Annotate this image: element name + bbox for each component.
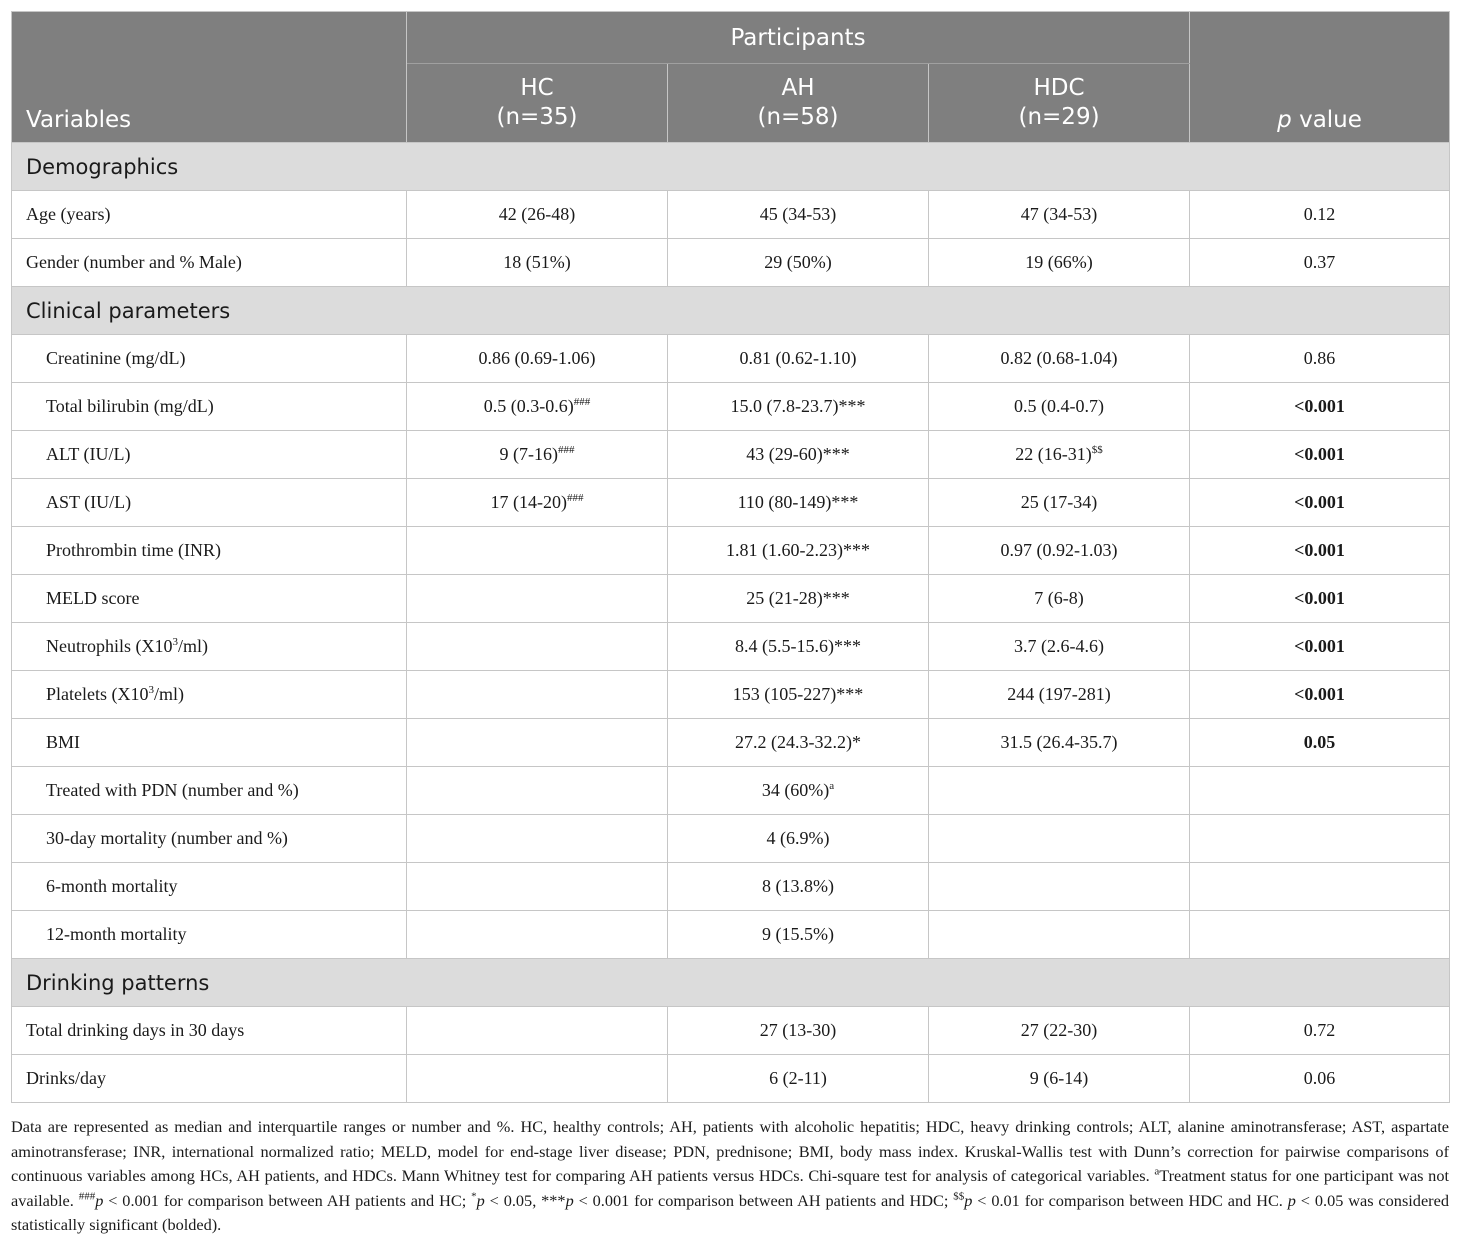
- row-label: Creatinine (mg/dL): [12, 335, 407, 383]
- row-label: ALT (IU/L): [12, 431, 407, 479]
- table-row: [12, 431, 1450, 479]
- row-label: BMI: [12, 719, 407, 767]
- table-row: [12, 863, 1450, 911]
- cell-hc: [407, 767, 668, 815]
- section-clinical: Clinical parameters: [12, 287, 1450, 335]
- cell-hdc: 0.82 (0.68-1.04): [929, 335, 1190, 383]
- header-group-hc: HC (n=35): [407, 64, 668, 143]
- cell-p: [1190, 863, 1450, 911]
- cell-hdc: 27 (22-30): [929, 1007, 1190, 1055]
- cell-p: <0.001: [1190, 431, 1450, 479]
- table-row: [12, 719, 1450, 767]
- cell-hc: 0.5 (0.3-0.6)###: [407, 383, 668, 431]
- header-group-ah: AH (n=58): [668, 64, 929, 143]
- row-label: Total drinking days in 30 days: [12, 1007, 407, 1055]
- cell-hc: [407, 623, 668, 671]
- cell-p: <0.001: [1190, 527, 1450, 575]
- cell-hc: 9 (7-16)###: [407, 431, 668, 479]
- cell-hdc: 31.5 (26.4-35.7): [929, 719, 1190, 767]
- table-row: [12, 815, 1450, 863]
- row-label: 12-month mortality: [12, 911, 407, 959]
- cell-p: 0.72: [1190, 1007, 1450, 1055]
- cell-p: <0.001: [1190, 623, 1450, 671]
- cell-hdc: [929, 911, 1190, 959]
- cell-hc: [407, 1055, 668, 1103]
- cell-ah: 0.81 (0.62-1.10): [668, 335, 929, 383]
- cell-hdc: 9 (6-14): [929, 1055, 1190, 1103]
- cell-hdc: 19 (66%): [929, 239, 1190, 287]
- header-group-hdc: HDC (n=29): [929, 64, 1190, 143]
- table-row: [12, 191, 1450, 239]
- row-label: Prothrombin time (INR): [12, 527, 407, 575]
- cell-p: <0.001: [1190, 383, 1450, 431]
- cell-hdc: 244 (197-281): [929, 671, 1190, 719]
- section-row: [12, 287, 1450, 335]
- cell-p: 0.06: [1190, 1055, 1450, 1103]
- row-label: Drinks/day: [12, 1055, 407, 1103]
- table-row: [12, 239, 1450, 287]
- cell-ah: 34 $(60\%)^a$: [668, 767, 929, 815]
- cell-hc: [407, 815, 668, 863]
- cell-p: [1190, 767, 1450, 815]
- cell-hdc: 0.5 (0.4-0.7): [929, 383, 1190, 431]
- table-row: [12, 1007, 1450, 1055]
- cell-ah: 110 (80-149)***: [668, 479, 929, 527]
- cell-ah: 6 (2-11): [668, 1055, 929, 1103]
- header-variables: Variables: [12, 12, 407, 143]
- cell-p: 0.37: [1190, 239, 1450, 287]
- cell-hdc: [929, 863, 1190, 911]
- cell-p: <0.001: [1190, 479, 1450, 527]
- table-row: [12, 671, 1450, 719]
- cell-ah: 9 (15.5%): [668, 911, 929, 959]
- table-row: [12, 479, 1450, 527]
- cell-ah: 29 (50%): [668, 239, 929, 287]
- header-p-value: p value: [1190, 12, 1450, 143]
- cell-p: 0.05: [1190, 719, 1450, 767]
- cell-hdc: 3.7 (2.6-4.6): [929, 623, 1190, 671]
- cell-hc: [407, 719, 668, 767]
- cell-p: 0.12: [1190, 191, 1450, 239]
- cell-ah: 43 (29-60)***: [668, 431, 929, 479]
- cell-hc: [407, 911, 668, 959]
- row-label: Age (years): [12, 191, 407, 239]
- cell-ah: 27 (13-30): [668, 1007, 929, 1055]
- cell-ah: 8.4 (5.5-15.6)***: [668, 623, 929, 671]
- table-row: [12, 575, 1450, 623]
- cell-hc: 42 (26-48): [407, 191, 668, 239]
- cell-hc: [407, 527, 668, 575]
- table-row: [12, 527, 1450, 575]
- cell-p: <0.001: [1190, 671, 1450, 719]
- cell-hc: 17 (14-20)###: [407, 479, 668, 527]
- row-label: Gender (number and % Male): [12, 239, 407, 287]
- cell-hc: [407, 575, 668, 623]
- table-row: [12, 623, 1450, 671]
- characteristics-table: [11, 11, 1450, 1103]
- row-label: AST (IU/L): [12, 479, 407, 527]
- cell-hdc: 7 (6-8): [929, 575, 1190, 623]
- row-label: MELD score: [12, 575, 407, 623]
- cell-ah: 8 (13.8%): [668, 863, 929, 911]
- row-label: 30-day mortality (number and %): [12, 815, 407, 863]
- table-row: [12, 1055, 1450, 1103]
- table-row: [12, 767, 1450, 815]
- cell-hdc: 25 (17-34): [929, 479, 1190, 527]
- cell-ah: 4 (6.9%): [668, 815, 929, 863]
- section-row: [12, 143, 1450, 191]
- table-footnote: Data are represented as median and interquartile ranges or number and %. HC, healthy controls; AH, patients with alcoholic hepatitis; HDC, heavy drinking controls; ALT, alanine aminotransferase; AST, aspartate aminotransferase; INR, international normalized ratio; MELD, model for end-stage liver disease; PDN, prednisone; BMI, body mass index. Kruskal-Wallis test with Dunn’s correction for pairwise comparisons of continuous variables among HCs, AH patients, and HDCs. Mann Whitney test for comparing AH patients versus HDCs. Chi-square test for analysis of categorical variables. $^a$Treatment status for one participant was not available. ###p < 0.001 for comparison between AH patients and HC; *p < 0.05, ***p < 0.001 for comparison between AH patients and HDC; $$p < 0.01 for comparison between HDC and HC. p < 0.05 was considered statistically significant (bolded).: [11, 1117, 1449, 1234]
- cell-hdc: [929, 767, 1190, 815]
- row-label: Treated with PDN (number and %): [12, 767, 407, 815]
- table-row: [12, 383, 1450, 431]
- cell-hdc: 22 (16-31)$$: [929, 431, 1190, 479]
- cell-hc: [407, 1007, 668, 1055]
- table-row: [12, 911, 1450, 959]
- table-row: [12, 335, 1450, 383]
- row-label: Platelets $(X10^3/ml)$: [12, 671, 407, 719]
- row-label: Neutrophils $(X10^3/ml)$: [12, 623, 407, 671]
- cell-hc: 0.86 (0.69-1.06): [407, 335, 668, 383]
- cell-hdc: [929, 815, 1190, 863]
- cell-hc: [407, 671, 668, 719]
- cell-p: [1190, 911, 1450, 959]
- cell-hdc: 47 (34-53): [929, 191, 1190, 239]
- section-drinking: Drinking patterns: [12, 959, 1450, 1007]
- cell-ah: 1.81 (1.60-2.23)***: [668, 527, 929, 575]
- row-label: 6-month mortality: [12, 863, 407, 911]
- cell-hc: 18 (51%): [407, 239, 668, 287]
- row-label: Total bilirubin (mg/dL): [12, 383, 407, 431]
- cell-p: [1190, 815, 1450, 863]
- header-participants: Participants: [407, 12, 1190, 64]
- cell-ah: 27.2 (24.3-32.2)*: [668, 719, 929, 767]
- cell-hc: [407, 863, 668, 911]
- cell-hdc: 0.97 (0.92-1.03): [929, 527, 1190, 575]
- section-row: [12, 959, 1450, 1007]
- cell-p: <0.001: [1190, 575, 1450, 623]
- cell-ah: 25 (21-28)***: [668, 575, 929, 623]
- section-demographics: Demographics: [12, 143, 1450, 191]
- cell-ah: 45 (34-53): [668, 191, 929, 239]
- cell-ah: 15.0 (7.8-23.7)***: [668, 383, 929, 431]
- cell-ah: 153 (105-227)***: [668, 671, 929, 719]
- cell-p: 0.86: [1190, 335, 1450, 383]
